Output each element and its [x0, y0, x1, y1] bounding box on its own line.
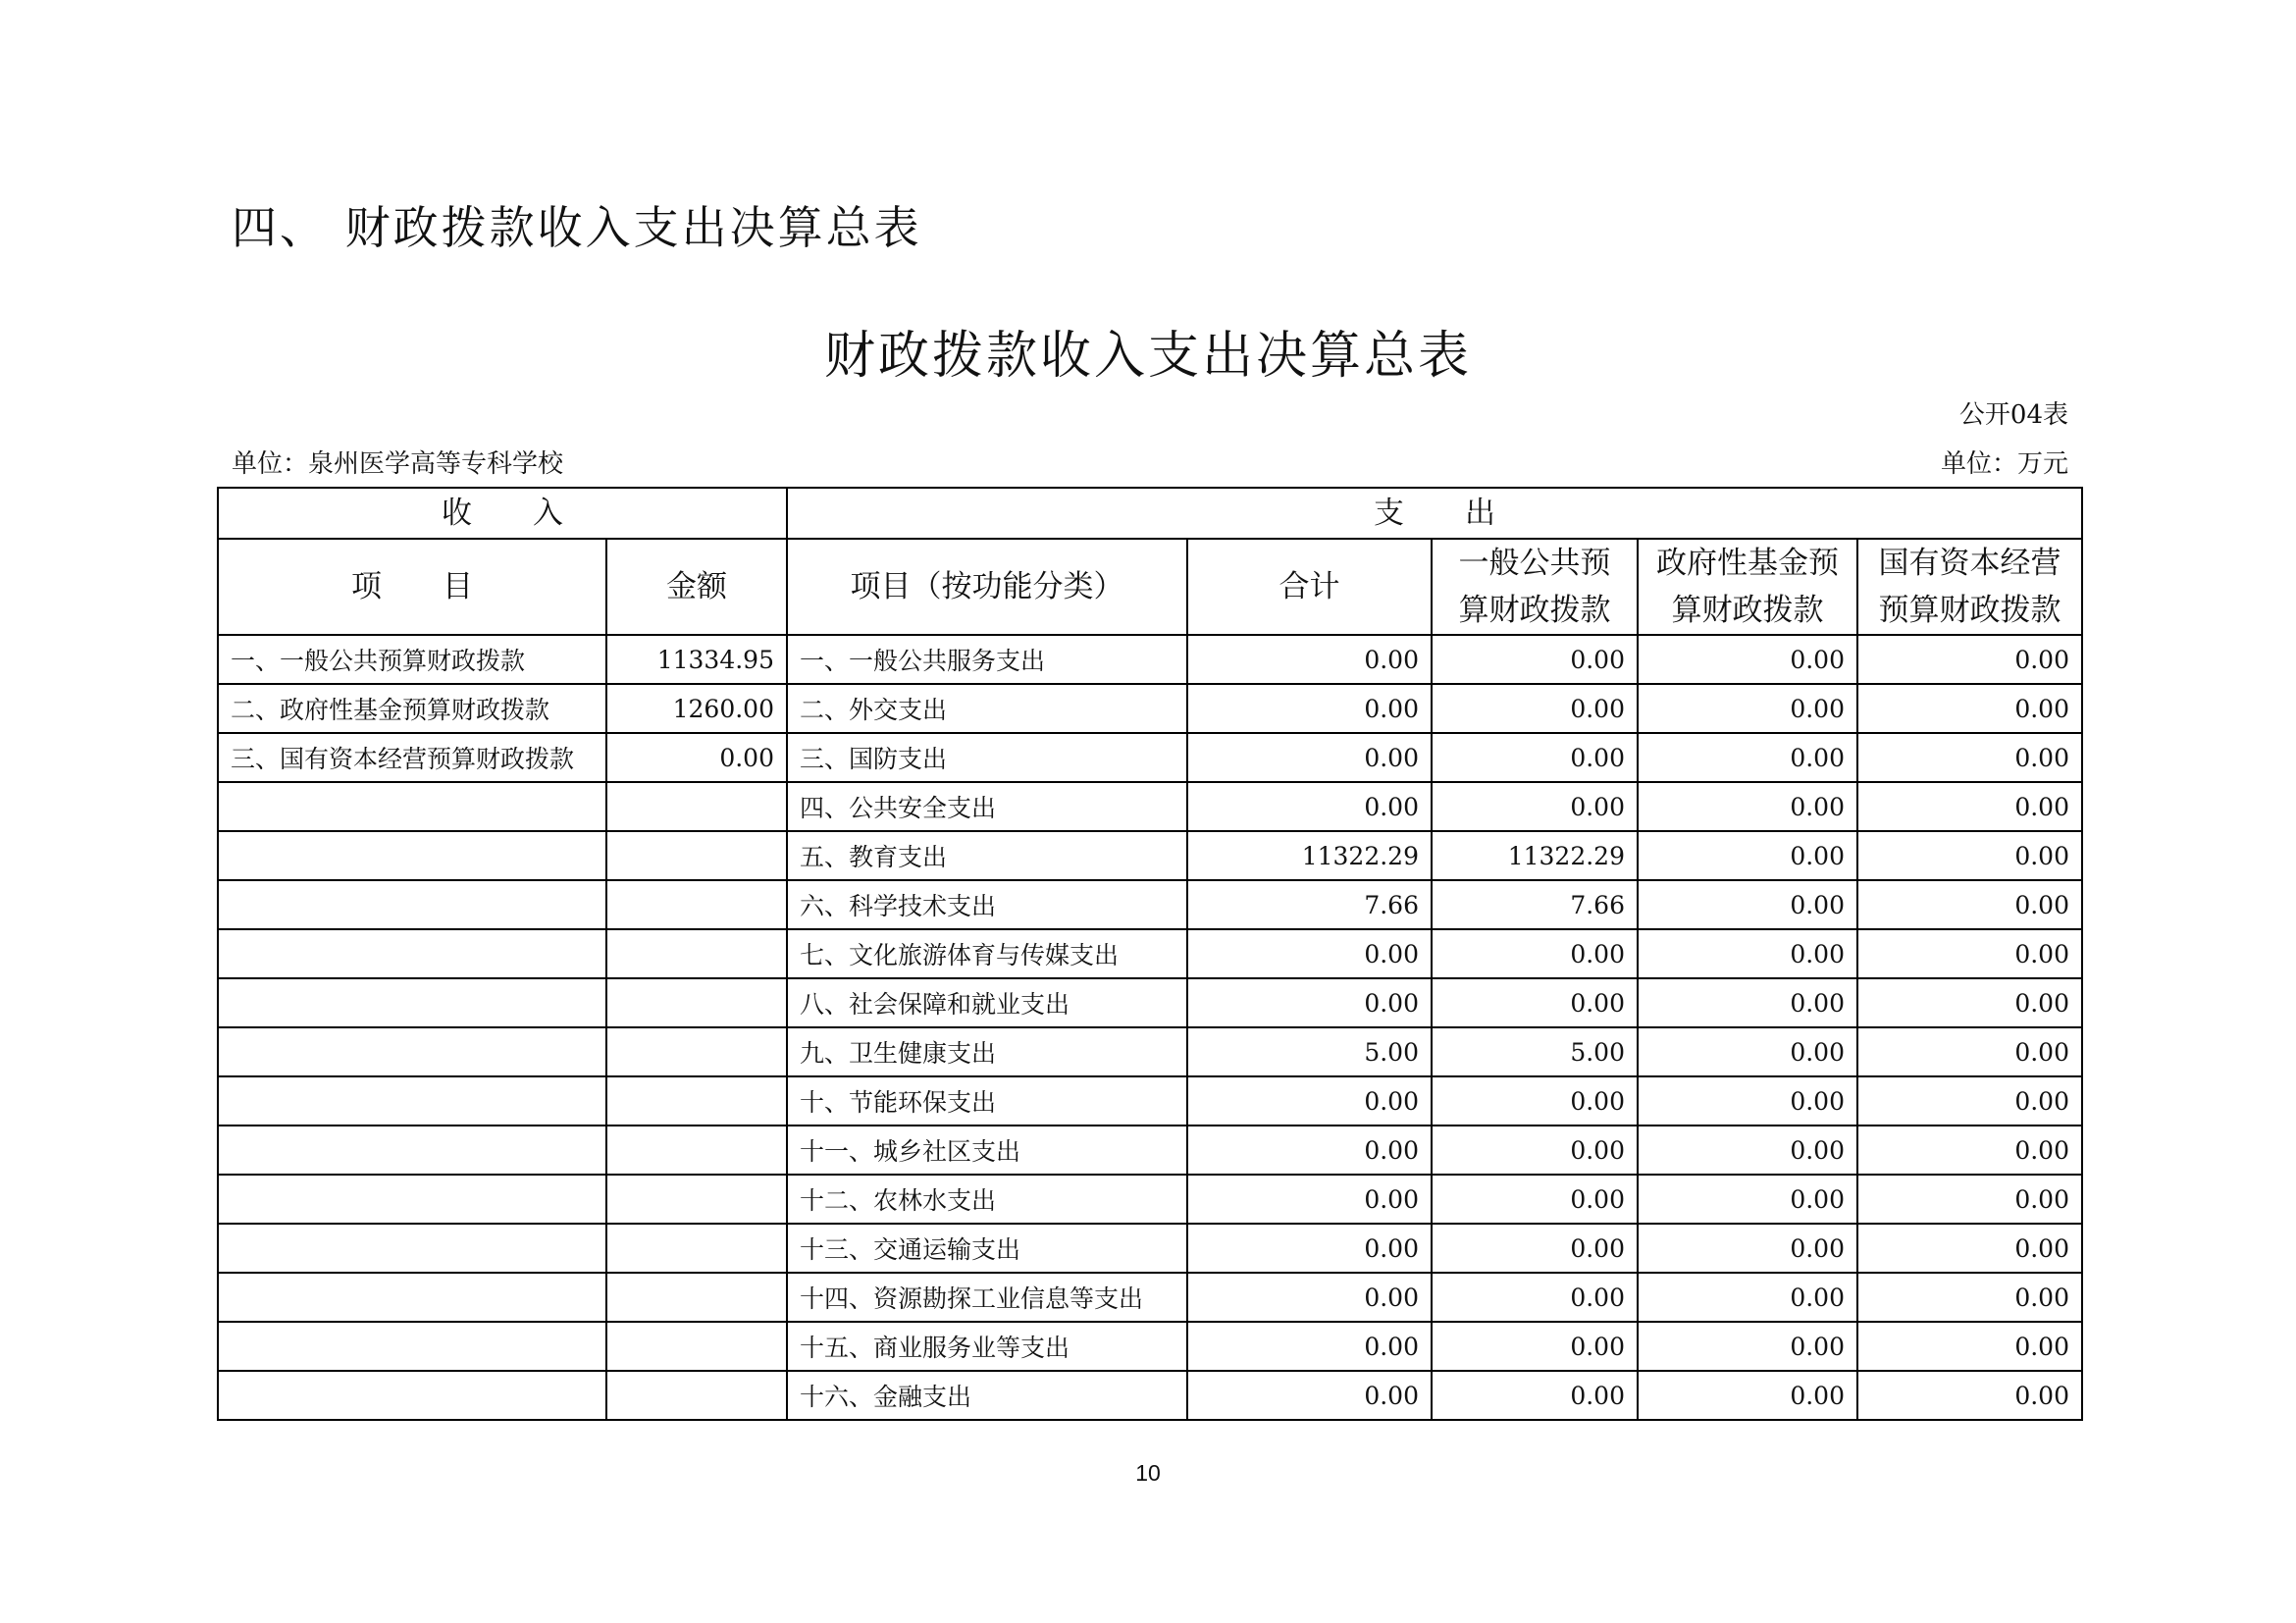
general-budget-cell: 0.00 [1432, 1273, 1638, 1322]
expense-item-cell: 十五、商业服务业等支出 [787, 1322, 1187, 1371]
table-row [218, 635, 2082, 684]
income-item-cell [218, 782, 606, 831]
gov-fund-cell: 0.00 [1638, 1224, 1857, 1273]
total-cell: 0.00 [1187, 929, 1432, 978]
expense-item-header: 项目（按功能分类） [787, 539, 1187, 635]
table-row [218, 831, 2082, 880]
income-amount-cell: 11334.95 [606, 635, 787, 684]
general-budget-cell: 0.00 [1432, 1322, 1638, 1371]
income-amount-cell [606, 1027, 787, 1076]
general-budget-cell: 0.00 [1432, 782, 1638, 831]
gov-fund-cell: 0.00 [1638, 635, 1857, 684]
expense-item-cell: 五、教育支出 [787, 831, 1187, 880]
income-item-cell [218, 1027, 606, 1076]
income-item-header: 项 目 [218, 539, 606, 635]
income-amount-cell: 0.00 [606, 733, 787, 782]
total-cell: 5.00 [1187, 1027, 1432, 1076]
total-cell: 0.00 [1187, 1126, 1432, 1175]
expense-item-cell: 七、文化旅游体育与传媒支出 [787, 929, 1187, 978]
general-budget-cell: 0.00 [1432, 635, 1638, 684]
income-group-header: 收 入 [218, 488, 787, 539]
total-cell: 0.00 [1187, 1175, 1432, 1224]
general-budget-header: 一般公共预算财政拨款 [1432, 539, 1638, 635]
income-item-cell [218, 978, 606, 1027]
expense-item-cell: 十、节能环保支出 [787, 1076, 1187, 1126]
gov-fund-cell: 0.00 [1638, 1371, 1857, 1420]
income-amount-cell [606, 782, 787, 831]
header-group-row [218, 488, 2082, 539]
state-capital-header: 国有资本经营预算财政拨款 [1857, 539, 2082, 635]
reporting-unit: 单位：泉州医学高等专科学校 [232, 449, 564, 479]
income-item-cell [218, 1126, 606, 1175]
page-number: 10 [1135, 1460, 1161, 1486]
total-cell: 0.00 [1187, 1076, 1432, 1126]
table-body [218, 635, 2082, 1420]
general-budget-cell: 0.00 [1432, 733, 1638, 782]
total-header: 合计 [1187, 539, 1432, 635]
income-item-cell [218, 1175, 606, 1224]
expense-item-cell: 一、一般公共服务支出 [787, 635, 1187, 684]
general-budget-cell: 0.00 [1432, 1175, 1638, 1224]
state-capital-cell: 0.00 [1857, 635, 2082, 684]
state-capital-cell: 0.00 [1857, 1126, 2082, 1175]
gov-fund-cell: 0.00 [1638, 978, 1857, 1027]
table-row [218, 1175, 2082, 1224]
income-item-cell [218, 1273, 606, 1322]
income-amount-cell [606, 929, 787, 978]
general-budget-cell: 0.00 [1432, 1371, 1638, 1420]
gov-fund-cell: 0.00 [1638, 929, 1857, 978]
table-row [218, 733, 2082, 782]
state-capital-cell: 0.00 [1857, 978, 2082, 1027]
income-amount-cell [606, 1371, 787, 1420]
financial-summary-table [217, 487, 2083, 1421]
state-capital-cell: 0.00 [1857, 1322, 2082, 1371]
income-item-cell [218, 1322, 606, 1371]
expense-item-cell: 十六、金融支出 [787, 1371, 1187, 1420]
expense-item-cell: 十二、农林水支出 [787, 1175, 1187, 1224]
state-capital-cell: 0.00 [1857, 684, 2082, 733]
state-capital-cell: 0.00 [1857, 831, 2082, 880]
table-row [218, 684, 2082, 733]
expense-item-cell: 三、国防支出 [787, 733, 1187, 782]
gov-fund-cell: 0.00 [1638, 684, 1857, 733]
table-row [218, 978, 2082, 1027]
general-budget-cell: 7.66 [1432, 880, 1638, 929]
expense-item-cell: 四、公共安全支出 [787, 782, 1187, 831]
state-capital-cell: 0.00 [1857, 1027, 2082, 1076]
income-item-cell: 一、一般公共预算财政拨款 [218, 635, 606, 684]
income-amount-cell [606, 831, 787, 880]
general-budget-cell: 0.00 [1432, 929, 1638, 978]
table-row [218, 1224, 2082, 1273]
income-item-cell [218, 880, 606, 929]
income-amount-cell [606, 978, 787, 1027]
total-cell: 0.00 [1187, 978, 1432, 1027]
gov-fund-cell: 0.00 [1638, 1126, 1857, 1175]
gov-fund-cell: 0.00 [1638, 782, 1857, 831]
income-amount-cell [606, 1273, 787, 1322]
total-cell: 7.66 [1187, 880, 1432, 929]
state-capital-cell: 0.00 [1857, 1371, 2082, 1420]
income-amount-cell [606, 1126, 787, 1175]
table-row [218, 880, 2082, 929]
form-code: 公开04表 [1958, 400, 2068, 430]
expense-item-cell: 十一、城乡社区支出 [787, 1126, 1187, 1175]
total-cell: 0.00 [1187, 1224, 1432, 1273]
gov-fund-cell: 0.00 [1638, 733, 1857, 782]
table-row [218, 929, 2082, 978]
total-cell: 0.00 [1187, 733, 1432, 782]
income-item-cell [218, 831, 606, 880]
expense-item-cell: 二、外交支出 [787, 684, 1187, 733]
table-row [218, 1126, 2082, 1175]
table-row [218, 1273, 2082, 1322]
income-amount-cell [606, 880, 787, 929]
gov-fund-cell: 0.00 [1638, 1175, 1857, 1224]
state-capital-cell: 0.00 [1857, 1224, 2082, 1273]
currency-unit: 单位：万元 [1940, 449, 2068, 479]
table-row [218, 1076, 2082, 1126]
general-budget-cell: 0.00 [1432, 1076, 1638, 1126]
income-item-cell [218, 1371, 606, 1420]
total-cell: 11322.29 [1187, 831, 1432, 880]
section-heading: 四、 财政拨款收入支出决算总表 [232, 201, 922, 254]
income-amount-header: 金额 [606, 539, 787, 635]
table-title: 财政拨款收入支出决算总表 [823, 327, 1472, 386]
total-cell: 0.00 [1187, 1273, 1432, 1322]
state-capital-cell: 0.00 [1857, 880, 2082, 929]
gov-fund-cell: 0.00 [1638, 1076, 1857, 1126]
table-row [218, 1322, 2082, 1371]
total-cell: 0.00 [1187, 1322, 1432, 1371]
general-budget-cell: 0.00 [1432, 978, 1638, 1027]
table-row [218, 1027, 2082, 1076]
state-capital-cell: 0.00 [1857, 929, 2082, 978]
expense-group-header: 支 出 [787, 488, 2082, 539]
total-cell: 0.00 [1187, 684, 1432, 733]
gov-fund-cell: 0.00 [1638, 880, 1857, 929]
income-item-cell [218, 929, 606, 978]
income-amount-cell [606, 1322, 787, 1371]
gov-fund-cell: 0.00 [1638, 1273, 1857, 1322]
state-capital-cell: 0.00 [1857, 1076, 2082, 1126]
state-capital-cell: 0.00 [1857, 782, 2082, 831]
expense-item-cell: 八、社会保障和就业支出 [787, 978, 1187, 1027]
general-budget-cell: 0.00 [1432, 1224, 1638, 1273]
table-row [218, 1371, 2082, 1420]
state-capital-cell: 0.00 [1857, 1175, 2082, 1224]
total-cell: 0.00 [1187, 1371, 1432, 1420]
total-cell: 0.00 [1187, 782, 1432, 831]
general-budget-cell: 0.00 [1432, 684, 1638, 733]
expense-item-cell: 六、科学技术支出 [787, 880, 1187, 929]
gov-fund-cell: 0.00 [1638, 831, 1857, 880]
expense-item-cell: 十四、资源勘探工业信息等支出 [787, 1273, 1187, 1322]
state-capital-cell: 0.00 [1857, 1273, 2082, 1322]
expense-item-cell: 十三、交通运输支出 [787, 1224, 1187, 1273]
state-capital-cell: 0.00 [1857, 733, 2082, 782]
income-item-cell: 二、政府性基金预算财政拨款 [218, 684, 606, 733]
total-cell: 0.00 [1187, 635, 1432, 684]
column-header-row [218, 539, 2082, 635]
income-amount-cell [606, 1175, 787, 1224]
income-amount-cell [606, 1224, 787, 1273]
income-amount-cell: 1260.00 [606, 684, 787, 733]
income-item-cell [218, 1076, 606, 1126]
income-item-cell [218, 1224, 606, 1273]
gov-fund-cell: 0.00 [1638, 1322, 1857, 1371]
general-budget-cell: 11322.29 [1432, 831, 1638, 880]
general-budget-cell: 0.00 [1432, 1126, 1638, 1175]
gov-fund-cell: 0.00 [1638, 1027, 1857, 1076]
table-row [218, 782, 2082, 831]
gov-fund-header: 政府性基金预算财政拨款 [1638, 539, 1857, 635]
general-budget-cell: 5.00 [1432, 1027, 1638, 1076]
income-amount-cell [606, 1076, 787, 1126]
expense-item-cell: 九、卫生健康支出 [787, 1027, 1187, 1076]
income-item-cell: 三、国有资本经营预算财政拨款 [218, 733, 606, 782]
